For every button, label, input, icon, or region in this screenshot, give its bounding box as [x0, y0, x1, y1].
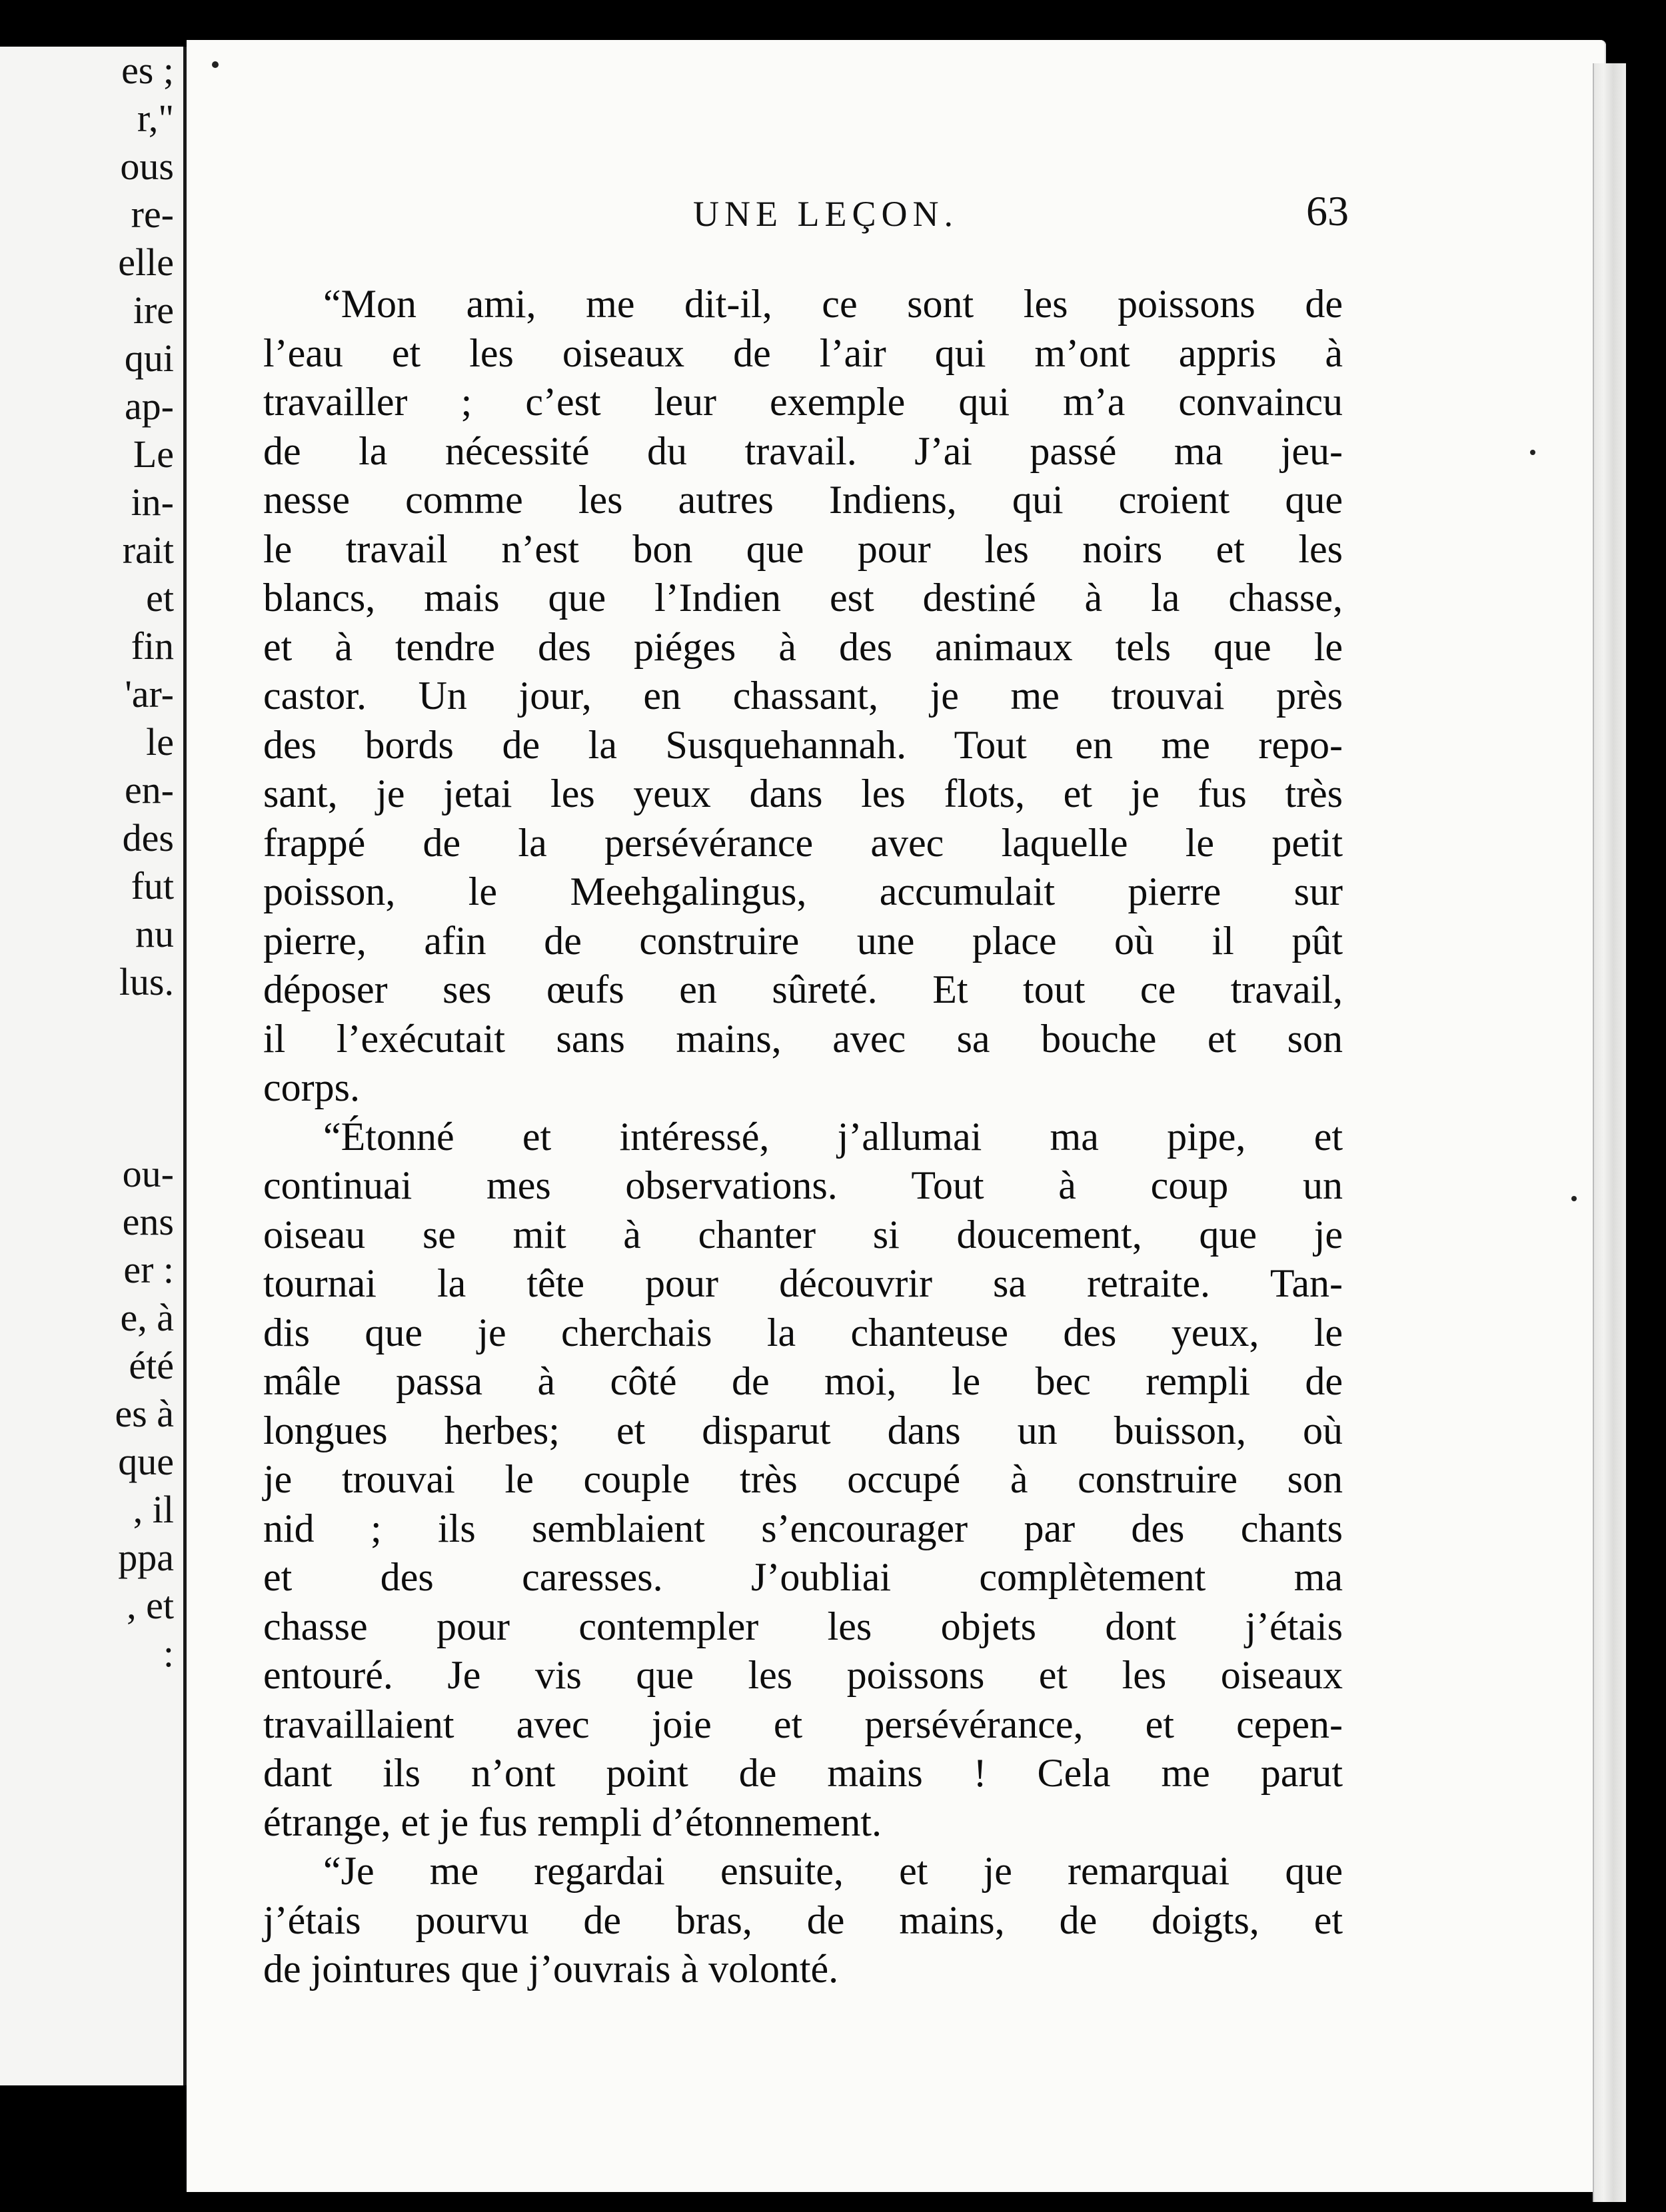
- left-page-line: re-: [131, 193, 174, 236]
- text-line: je trouvai le couple très occupé à construire son: [263, 1457, 1343, 1501]
- left-page-line: lus.: [119, 960, 174, 1003]
- text-line: pierre, afin de construire une place où il pût: [263, 918, 1343, 963]
- text-line: l’eau et les oiseaux de l’air qui m’ont appris à: [263, 330, 1343, 375]
- text-line: “Étonné et intéressé, j’allumai ma pipe, et: [323, 1114, 1343, 1159]
- left-page-line: :: [163, 1632, 174, 1675]
- left-page-line: elle: [118, 241, 174, 284]
- left-page-line: [1, 1006, 174, 1054]
- left-page-line: et: [146, 576, 174, 620]
- left-page-line: ous: [120, 145, 174, 188]
- text-line: et à tendre des piéges à des animaux tels que le: [263, 624, 1343, 669]
- text-line: poisson, le Meehgalingus, accumulait pierre sur: [263, 869, 1343, 913]
- left-page-text: [1, 47, 174, 1678]
- page-number: 63: [1306, 187, 1349, 235]
- text-line: dis que je cherchais la chanteuse des yeux, le: [263, 1310, 1343, 1355]
- text-line: et des caresses. J’oubliai complètement ma: [263, 1555, 1343, 1599]
- text-line: longues herbes; et disparut dans un buisson, où: [263, 1408, 1343, 1452]
- left-page-line: Le: [133, 432, 174, 476]
- left-page-line: 'ar-: [125, 672, 174, 716]
- text-line: il l’exécutait sans mains, avec sa bouche et son: [263, 1016, 1343, 1061]
- text-line: castor. Un jour, en chassant, je me trouvai près: [263, 674, 1343, 718]
- left-page-line: rait: [122, 528, 174, 572]
- text-line: des bords de la Susquehannah. Tout en me repo-: [263, 722, 1343, 767]
- text-line: travaillaient avec joie et persévérance, et cepen-: [263, 1702, 1343, 1746]
- left-page-line: nu: [135, 912, 174, 955]
- left-page-line: que: [118, 1440, 174, 1483]
- text-line: blancs, mais que l’Indien est destiné à la chasse,: [263, 576, 1343, 620]
- speck: [1571, 1196, 1577, 1201]
- page-edges: [1593, 63, 1626, 2202]
- left-page-line: es ;: [121, 49, 174, 92]
- left-page-line: le: [146, 720, 174, 764]
- left-page-line: , il: [133, 1488, 174, 1531]
- text-line: le travail n’est bon que pour les noirs et les: [263, 526, 1343, 571]
- text-line: nid ; ils semblaient s’encourager par des chants: [263, 1506, 1343, 1550]
- left-page-line: ap-: [124, 384, 174, 428]
- text-line: tournai la tête pour découvrir sa retraite. Tan-: [263, 1261, 1343, 1305]
- text-line: “Je me regardai ensuite, et je remarquai que: [323, 1849, 1343, 1893]
- text-line: mâle passa à côté de moi, le bec rempli de: [263, 1359, 1343, 1403]
- left-page-line: ou-: [122, 1152, 174, 1195]
- left-page-line: qui: [124, 336, 174, 380]
- text-line: continuai mes observations. Tout à coup un: [263, 1163, 1343, 1207]
- speck: [212, 61, 219, 68]
- text-line: sant, je jetai les yeux dans les flots, et je fus très: [263, 772, 1343, 816]
- speck: [1530, 450, 1535, 455]
- left-page-line: ppa: [118, 1536, 174, 1579]
- left-page-line: [1, 1102, 174, 1150]
- text-line: chasse pour contempler les objets dont j’étais: [263, 1604, 1343, 1648]
- left-page-line: r,": [137, 97, 174, 140]
- text-line: entouré. Je vis que les poissons et les oiseaux: [263, 1653, 1343, 1697]
- left-page-line: es à: [115, 1392, 174, 1435]
- left-page-line: ire: [133, 288, 174, 332]
- text-line: de jointures que j’ouvrais à volonté.: [263, 1947, 839, 1991]
- text-line: nesse comme les autres Indiens, qui croient que: [263, 478, 1343, 522]
- left-page-line: des: [122, 816, 174, 859]
- text-line: étrange, et je fus rempli d’étonnement.: [263, 1800, 882, 1844]
- left-page-line: fut: [131, 864, 174, 907]
- left-page-line: er :: [123, 1248, 174, 1291]
- text-line: corps.: [263, 1065, 360, 1109]
- text-line: déposer ses œufs en sûreté. Et tout ce travail,: [263, 967, 1343, 1011]
- left-facing-page: [0, 47, 187, 2085]
- left-page-line: in-: [131, 480, 174, 524]
- left-page-line: , et: [127, 1584, 174, 1627]
- text-line: oiseau se mit à chanter si doucement, que je: [263, 1212, 1343, 1257]
- text-line: dant ils n’ont point de mains ! Cela me parut: [263, 1751, 1343, 1795]
- left-page-line: fin: [131, 624, 174, 668]
- running-title: UNE LEÇON.: [693, 194, 958, 234]
- left-page-line: e, à: [120, 1296, 174, 1339]
- left-page-line: [1, 1054, 174, 1102]
- text-line: travailler ; c’est leur exemple qui m’a convaincu: [263, 380, 1343, 424]
- left-page-line: été: [129, 1344, 174, 1387]
- left-page-line: ens: [122, 1200, 174, 1243]
- text-line: “Mon ami, me dit-il, ce sont les poissons de: [323, 282, 1343, 326]
- text-line: j’étais pourvu de bras, de mains, de doigts, et: [263, 1898, 1343, 1942]
- text-line: frappé de la persévérance avec laquelle le petit: [263, 820, 1343, 865]
- body-text: [263, 280, 1343, 1994]
- text-line: de la nécessité du travail. J’ai passé ma jeu-: [263, 428, 1343, 473]
- left-page-line: en-: [124, 768, 174, 812]
